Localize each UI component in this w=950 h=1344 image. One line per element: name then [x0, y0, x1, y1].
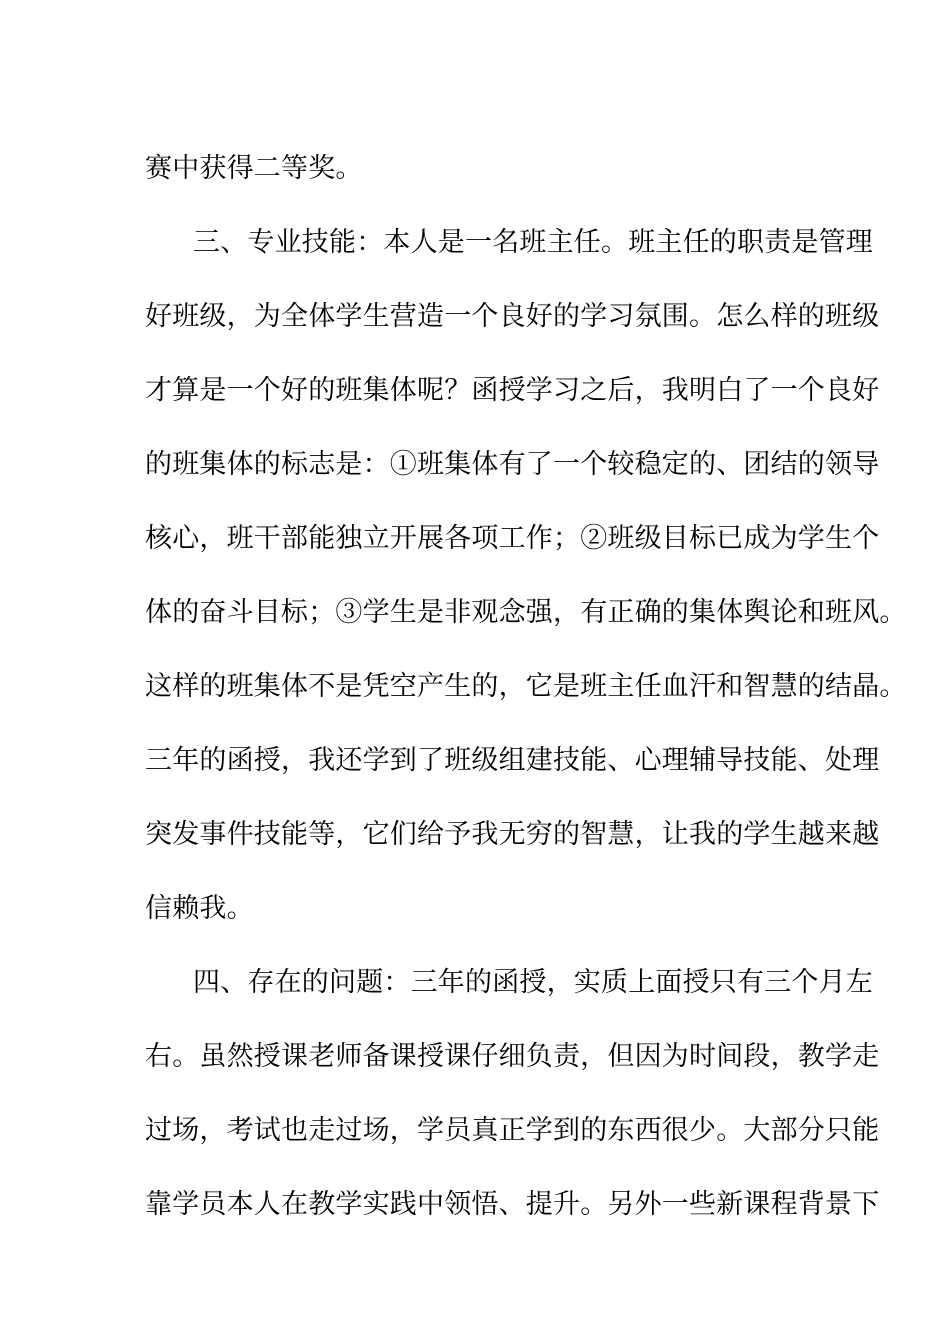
- text-line-9: 三年的函授，我还学到了班级组建技能、心理辅导技能、处理: [145, 745, 880, 776]
- text-line-5: 的班集体的标志是：①班集体有了一个较稳定的、团结的领导: [145, 449, 880, 480]
- text-line-7: 体的奋斗目标；③学生是非观念强，有正确的集体舆论和班风。: [145, 597, 907, 628]
- text-line-11: 信赖我。: [145, 893, 254, 924]
- document-body: [145, 132, 907, 1242]
- text-line-4: 才算是一个好的班集体呢？函授学习之后，我明白了一个良好: [145, 375, 880, 406]
- text-line-2: 三、专业技能：本人是一名班主任。班主任的职责是管理: [193, 227, 873, 258]
- text-line-15: 靠学员本人在教学实践中领悟、提升。另外一些新课程背景下: [145, 1189, 880, 1220]
- text-line-8: 这样的班集体不是凭空产生的，它是班主任血汗和智慧的结晶。: [145, 671, 907, 702]
- text-line-14: 过场，考试也走过场，学员真正学到的东西很少。大部分只能: [145, 1115, 880, 1146]
- text-line-3: 好班级，为全体学生营造一个良好的学习氛围。怎么样的班级: [145, 301, 880, 332]
- text-line-1: 赛中获得二等奖。: [145, 153, 363, 184]
- text-line-13: 右。虽然授课老师备课授课仔细负责，但因为时间段，教学走: [145, 1041, 880, 1072]
- text-line-6: 核心，班干部能独立开展各项工作；②班级目标已成为学生个: [145, 523, 880, 554]
- text-line-10: 突发事件技能等，它们给予我无穷的智慧，让我的学生越来越: [145, 819, 880, 850]
- text-line-12: 四、存在的问题：三年的函授，实质上面授只有三个月左: [193, 967, 873, 998]
